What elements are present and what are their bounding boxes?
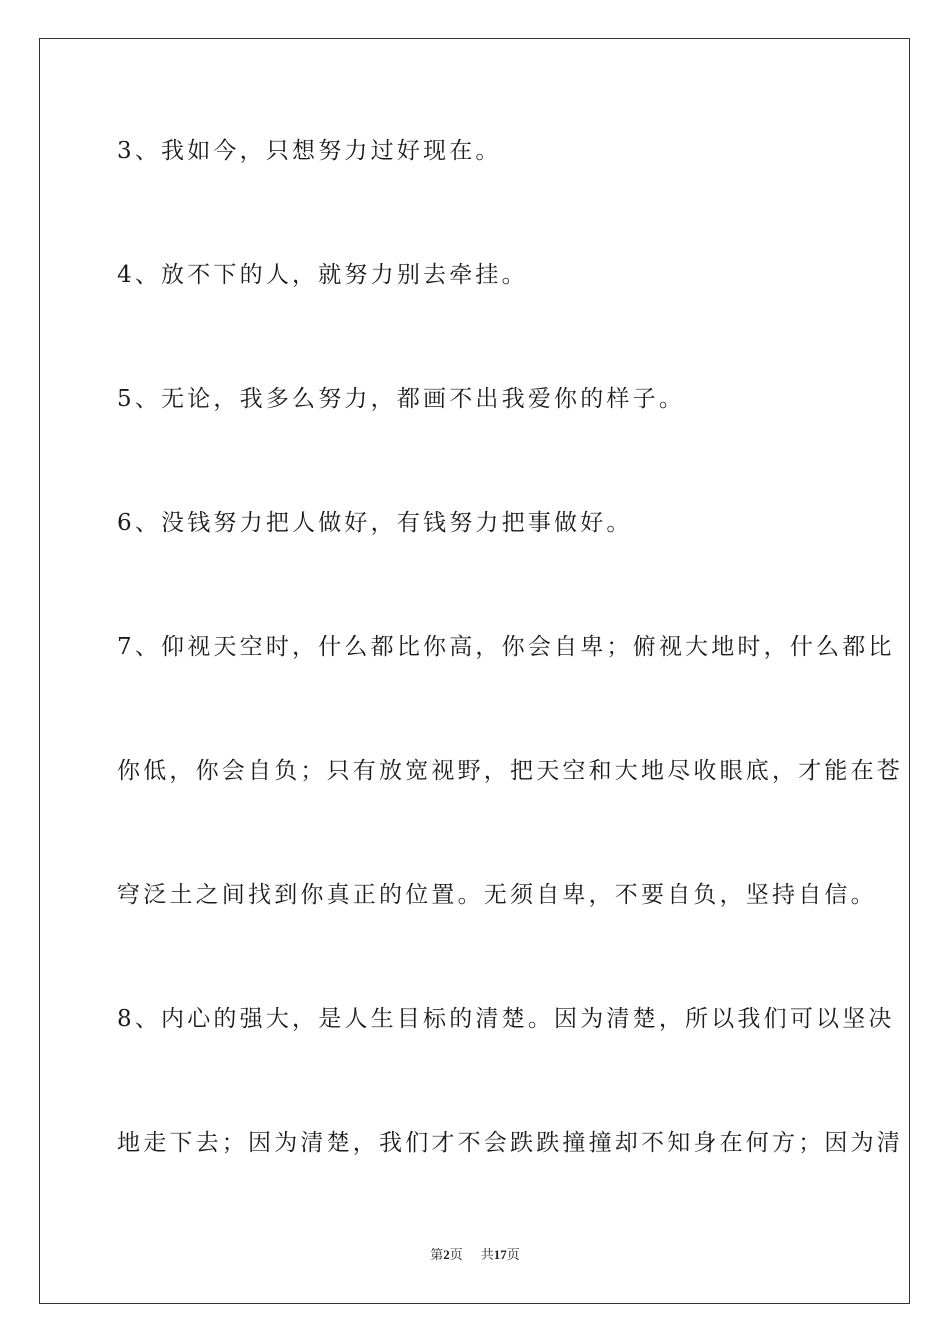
footer-total-pages: 17 (493, 1247, 507, 1262)
footer-page-number: 2 (443, 1247, 450, 1262)
text-line-6: 你低，你会自负；只有放宽视野，把天空和大地尽收眼底，才能在苍 (117, 758, 903, 784)
footer-page-prefix: 第 (430, 1247, 444, 1262)
text-line-2: 4、放不下的人，就努力别去牵挂。 (117, 262, 528, 288)
text-line-7: 穹泛土之间找到你真正的位置。无须自卑，不要自负，坚持自信。 (117, 882, 877, 908)
text-line-3: 5、无论，我多么努力，都画不出我爱你的样子。 (117, 386, 686, 412)
footer-total-suffix: 页 (506, 1247, 520, 1262)
text-line-5: 7、仰视天空时，什么都比你高，你会自卑；俯视大地时，什么都比 (117, 634, 895, 660)
text-line-1: 3、我如今，只想努力过好现在。 (117, 138, 502, 164)
text-line-9: 地走下去；因为清楚，我们才不会跌跌撞撞却不知身在何方；因为清 (117, 1130, 903, 1156)
page-border (39, 38, 910, 1304)
text-line-8: 8、内心的强大，是人生目标的清楚。因为清楚，所以我们可以坚决 (117, 1006, 895, 1032)
footer-total-prefix: 共 (480, 1247, 494, 1262)
page-footer (0, 1247, 950, 1263)
footer-page-suffix: 页 (449, 1247, 463, 1262)
text-line-4: 6、没钱努力把人做好，有钱努力把事做好。 (117, 510, 633, 536)
